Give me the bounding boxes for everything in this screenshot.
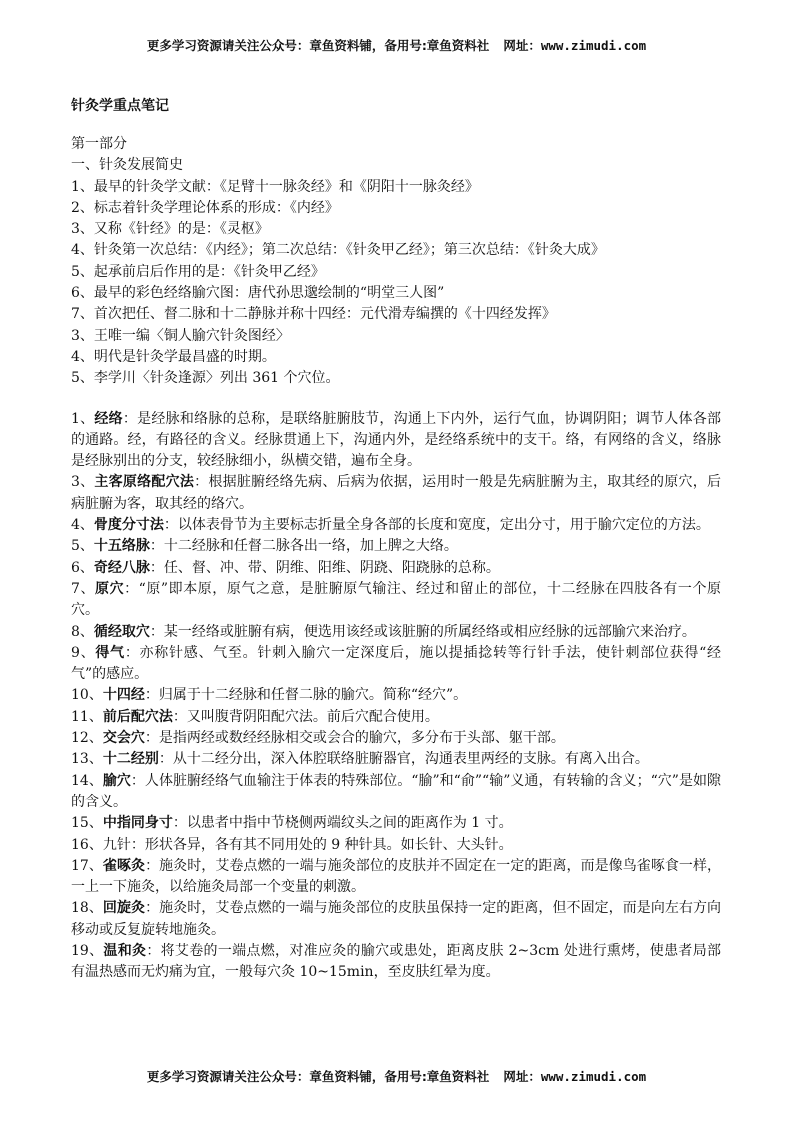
term-entry: [71, 941, 721, 984]
history-item: 5、李学川〈针灸逢源〉列出 361 个穴位。: [71, 370, 340, 387]
header-banner: [0, 38, 793, 54]
term-name: 雀啄灸: [102, 857, 146, 874]
term-definition: ：某一经络或脏腑有病，便选用该经或该脏腑的所属经络或相应经脉的远部腧穴来治疗。: [149, 623, 696, 640]
terms-list: [71, 409, 721, 984]
history-item: 7、首次把任、督二脉和十二静脉并称十四经：元代滑寿编撰的《十四经发挥》: [71, 306, 556, 323]
term-entry: [71, 835, 721, 856]
banner-url-label: 网址：: [503, 1069, 541, 1084]
banner-url: www.zimudi.com: [540, 38, 647, 53]
term-definition: ：亦称针感、气至。针刺入腧穴一定深度后，施以提插捻转等行针手法，使针刺部位获得“经气”的感应。: [71, 644, 721, 683]
banner-text: 更多学习资源请关注公众号：章鱼资料铺，备用号:章鱼资料社: [146, 38, 490, 53]
term-definition: ：从十二经分出，深入体腔联络脏腑器官，沟通表里两经的支脉。有离入出合。: [158, 751, 649, 768]
history-item: 5、起承前启后作用的是：《针灸甲乙经》: [71, 263, 325, 280]
term-entry: [71, 622, 721, 643]
term-number: 6、: [71, 559, 94, 576]
history-item: 4、明代是针灸学最昌盛的时期。: [71, 348, 276, 365]
term-name: 十五络脉: [93, 538, 150, 555]
term-entry: [71, 409, 721, 473]
term-definition: ：根据脏腑经络先病、后病为依据，运用时一般是先病脏腑为主，取其经的原穴，后病脏腑为客，取其经的络穴。: [71, 474, 722, 512]
term-definition: 九针：形状各异，各有其不同用处的 9 种针具。如长针、大头针。: [102, 836, 513, 853]
term-name: 交会穴: [102, 730, 145, 747]
term-entry: [71, 643, 721, 686]
term-name: 原穴: [95, 580, 125, 597]
history-item: 2、标志着针灸学理论体系的形成：《内经》: [71, 199, 339, 216]
history-item: 6、最早的彩色经络腧穴图：唐代孙思邈绘制的“明堂三人图”: [71, 285, 445, 302]
term-number: 11、: [71, 708, 103, 725]
history-item: 4、针灸第一次总结：《内经》；第二次总结：《针灸甲乙经》；第三次总结：《针灸大成》: [71, 242, 605, 259]
term-definition: ：人体脏腑经络气血输注于体表的特殊部位。“腧”和“俞”“输”义通，有转输的含义；“穴”是如隙的含义。: [71, 772, 721, 810]
term-definition: ：又叫腹背阴阳配穴法。前后穴配合使用。: [172, 708, 439, 725]
term-definition: ：十二经脉和任督二脉各出一络，加上脾之大络。: [149, 538, 458, 555]
term-number: 9、: [71, 644, 96, 661]
banner-url: www.zimudi.com: [540, 1069, 647, 1084]
history-item: 1、最早的针灸学文献：《足臂十一脉灸经》和《阴阳十一脉灸经》: [71, 178, 479, 195]
term-definition: ：以体表骨节为主要标志折量全身各部的长度和宽度，定出分寸，用于腧穴定位的方法。: [163, 517, 710, 534]
term-number: 16、: [71, 836, 103, 853]
term-number: 4、: [71, 517, 94, 534]
term-entry: [71, 898, 721, 941]
term-number: 18、: [71, 900, 103, 917]
term-name: 循经取穴: [93, 623, 150, 640]
term-number: 3、: [71, 474, 95, 491]
history-item: 3、王唯一编〈铜人腧穴针灸图经〉: [71, 327, 290, 344]
term-entry: [71, 856, 721, 899]
history-item: 3、又称《针经》的是：《灵枢》: [71, 221, 269, 238]
term-name: 十二经别: [102, 751, 159, 768]
term-definition: ：是指两经或数经经脉相交或会合的腧穴，多分布于头部、躯干部。: [144, 730, 565, 747]
term-number: 10、: [71, 687, 103, 704]
term-name: 经络: [94, 410, 123, 427]
term-number: 14、: [71, 772, 103, 789]
term-entry: [71, 579, 721, 622]
term-number: 12、: [71, 730, 103, 747]
term-definition: ：以患者中指中节桡侧两端纹头之间的距离作为 1 寸。: [172, 815, 513, 832]
term-entry: [71, 685, 721, 706]
term-number: 15、: [71, 815, 103, 832]
term-name: 主客原络配穴法: [94, 474, 195, 491]
term-name: 奇经八脉: [93, 559, 150, 576]
term-name: 中指同身寸: [102, 815, 173, 832]
term-number: 13、: [71, 751, 103, 768]
banner-text: 更多学习资源请关注公众号：章鱼资料铺，备用号:章鱼资料社: [146, 1069, 490, 1084]
document-title: 针灸学重点笔记: [71, 98, 169, 114]
term-number: 17、: [71, 857, 103, 874]
term-name: 骨度分寸法: [93, 517, 164, 534]
term-definition: ：是经脉和络脉的总称，是联络脏腑肢节，沟通上下内外，运行气血，协调阴阳；调节人体各部的通路。经，有路径的含义。经脉贯通上下，沟通内外，是经络系统中的支干。络，有网络的含义，络脉是经脉别出的分支，较经脉细小，纵横交错，遍布全身。: [71, 410, 721, 470]
term-entry: [71, 536, 721, 557]
term-entry: [71, 728, 721, 749]
term-entry: [71, 558, 721, 579]
term-definition: ：施灸时，艾卷点燃的一端与施灸部位的皮肤并不固定在一定的距离，而是像鸟雀啄食一样，一上一下施灸，以给施灸局部一个变量的刺激。: [71, 857, 722, 896]
banner-url-label: 网址：: [503, 38, 541, 53]
term-name: 十四经: [102, 687, 145, 704]
section-heading: 一、针灸发展简史: [71, 157, 183, 174]
term-entry: [71, 707, 721, 728]
term-definition: ：“原”即本原，原气之意，是脏腑原气输注、经过和留止的部位，十二经脉在四肢各有一个原穴。: [71, 580, 722, 619]
term-definition: ：将艾卷的一端点燃，对准应灸的腧穴或患处，距离皮肤 2~3cm 处进行熏烤，使患者局部有温热感而无灼痛为宜，一般每穴灸 10~15min，至皮肤红晕为度。: [71, 942, 721, 981]
term-definition: ：任、督、冲、带、阴维、阳维、阴跷、阳跷脉的总称。: [149, 559, 500, 576]
term-entry: [71, 813, 721, 834]
term-number: 7、: [71, 580, 96, 597]
term-number: 8、: [71, 623, 94, 640]
history-list: [71, 177, 721, 390]
footer-banner: [0, 1069, 793, 1085]
term-number: 19、: [71, 942, 104, 959]
part-heading: 第一部分: [71, 136, 127, 152]
term-entry: [71, 749, 721, 770]
document-body: [71, 134, 721, 984]
term-name: 温和灸: [103, 942, 147, 959]
term-number: 5、: [71, 538, 94, 555]
term-name: 腧穴: [102, 772, 131, 789]
term-definition: ：施灸时，艾卷点燃的一端与施灸部位的皮肤虽保持一定的距离，但不固定，而是向左右方向移动或反复旋转地施灸。: [71, 900, 722, 938]
term-name: 得气: [95, 644, 125, 661]
term-entry: [71, 515, 721, 536]
term-entry: [71, 472, 721, 515]
term-entry: [71, 771, 721, 814]
term-number: 1、: [71, 410, 95, 427]
term-name: 回旋灸: [102, 900, 146, 917]
term-name: 前后配穴法: [102, 708, 173, 725]
term-definition: ：归属于十二经脉和任督二脉的腧穴。简称“经穴”。: [144, 687, 468, 704]
